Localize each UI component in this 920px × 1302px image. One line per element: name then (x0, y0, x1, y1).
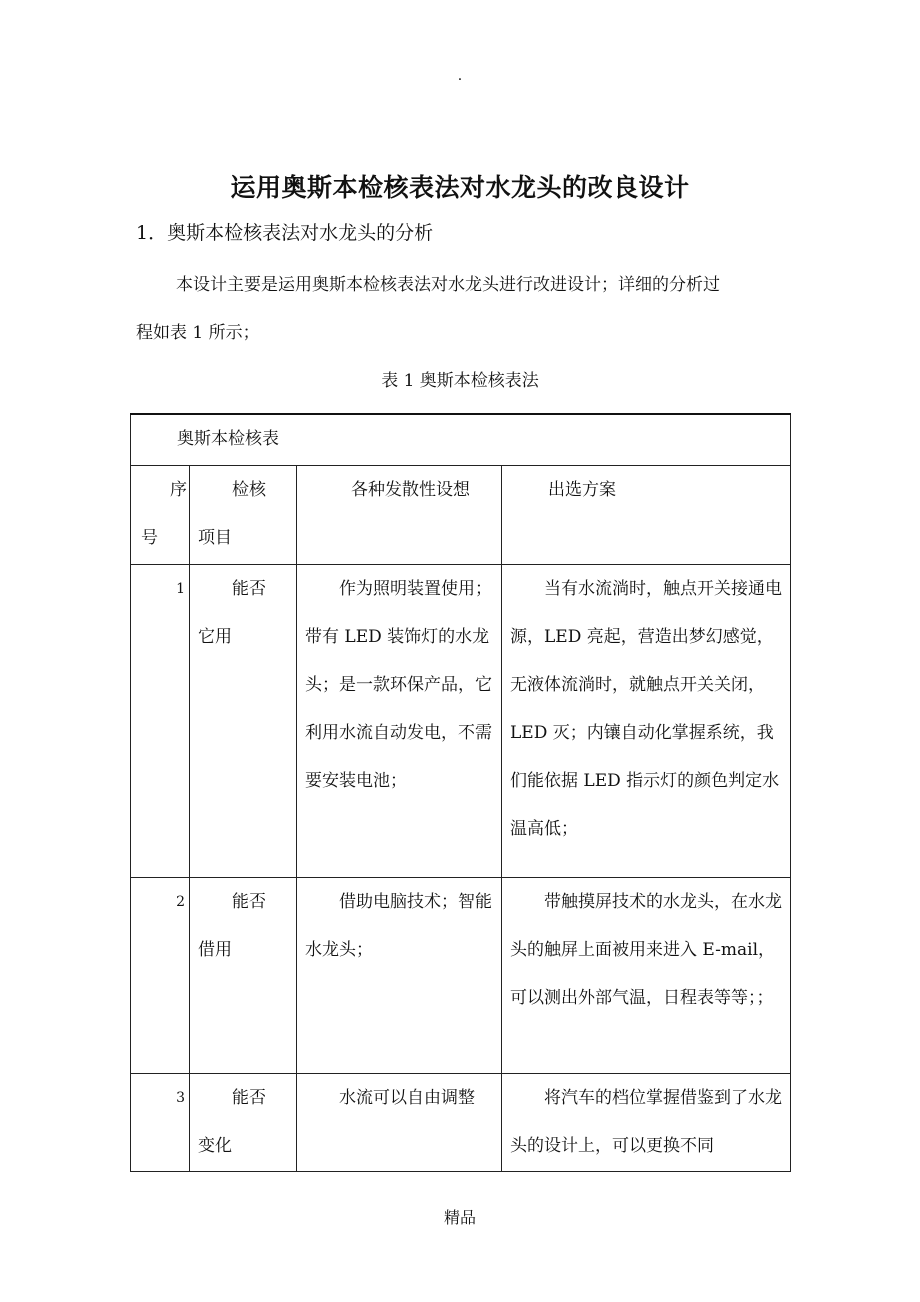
intro-paragraph-line-2: 程如表 1 所示； (136, 323, 260, 343)
table-row (131, 878, 791, 1074)
row-item-line-1: 能否 (232, 579, 266, 599)
header-ideas (297, 466, 502, 565)
row-ideas (297, 878, 502, 1074)
header-item-line-2: 项目 (198, 528, 232, 548)
table-row (131, 1074, 791, 1172)
row-item (190, 1074, 297, 1172)
page-footer: 精品 (443, 1208, 476, 1227)
table-title-row (131, 414, 791, 466)
section-heading: 1．奥斯本检核表法对水龙头的分析 (136, 222, 434, 244)
row-ideas-text: 作为照明装置使用；带有 LED 装饰灯的水龙头；是一款环保产品，它利用水流自动发电，不需要安装电池； (305, 579, 492, 791)
header-number-line-2: 号 (141, 528, 158, 548)
header-number-line-1: 序 (170, 480, 187, 500)
header-item-line-1: 检核 (232, 480, 266, 500)
header-mark: . (457, 68, 463, 84)
row-solution (502, 565, 791, 878)
header-item (190, 466, 297, 565)
header-solution-label: 出选方案 (548, 480, 616, 500)
row-ideas-text: 借助电脑技术；智能水龙头； (305, 892, 492, 960)
document-title: 运用奥斯本检核表法对水龙头的改良设计 (230, 173, 690, 202)
table-title: 奥斯本检核表 (131, 414, 791, 466)
row-number: 2 (131, 878, 190, 1074)
row-solution-text: 当有水流淌时，触点开关接通电源，LED 亮起，营造出梦幻感觉，无液体流淌时，就触点开关关闭，LED 灭；内镶自动化掌握系统，我们能依据 LED 指示灯的颜色判定水温高低； (510, 579, 782, 839)
row-item-line-1: 能否 (232, 1088, 266, 1108)
row-ideas-text: 水流可以自由调整 (339, 1088, 475, 1108)
row-number: 3 (131, 1074, 190, 1172)
row-solution (502, 1074, 791, 1172)
table-caption: 表 1 奥斯本检核表法 (381, 371, 539, 391)
row-item-line-2: 它用 (198, 627, 232, 647)
header-number (131, 466, 190, 565)
table-header-row (131, 466, 791, 565)
row-item (190, 565, 297, 878)
row-number: 1 (131, 565, 190, 878)
header-solution (502, 466, 791, 565)
row-item-line-2: 借用 (198, 940, 232, 960)
table-row (131, 565, 791, 878)
row-solution-text: 带触摸屏技术的水龙头，在水龙头的触屏上面被用来进入 E-mail，可以测出外部气温，日程表等等；； (510, 892, 782, 1008)
row-item (190, 878, 297, 1074)
checklist-table (130, 413, 791, 1172)
row-solution (502, 878, 791, 1074)
row-item-line-1: 能否 (232, 892, 266, 912)
row-ideas (297, 1074, 502, 1172)
header-ideas-label: 各种发散性设想 (351, 480, 470, 500)
row-item-line-2: 变化 (198, 1136, 232, 1156)
row-solution-text: 将汽车的档位掌握借鉴到了水龙头的设计上，可以更换不同 (510, 1088, 782, 1156)
intro-paragraph-line-1: 本设计主要是运用奥斯本检核表法对水龙头进行改进设计；详细的分析过 (176, 275, 720, 295)
row-ideas (297, 565, 502, 878)
